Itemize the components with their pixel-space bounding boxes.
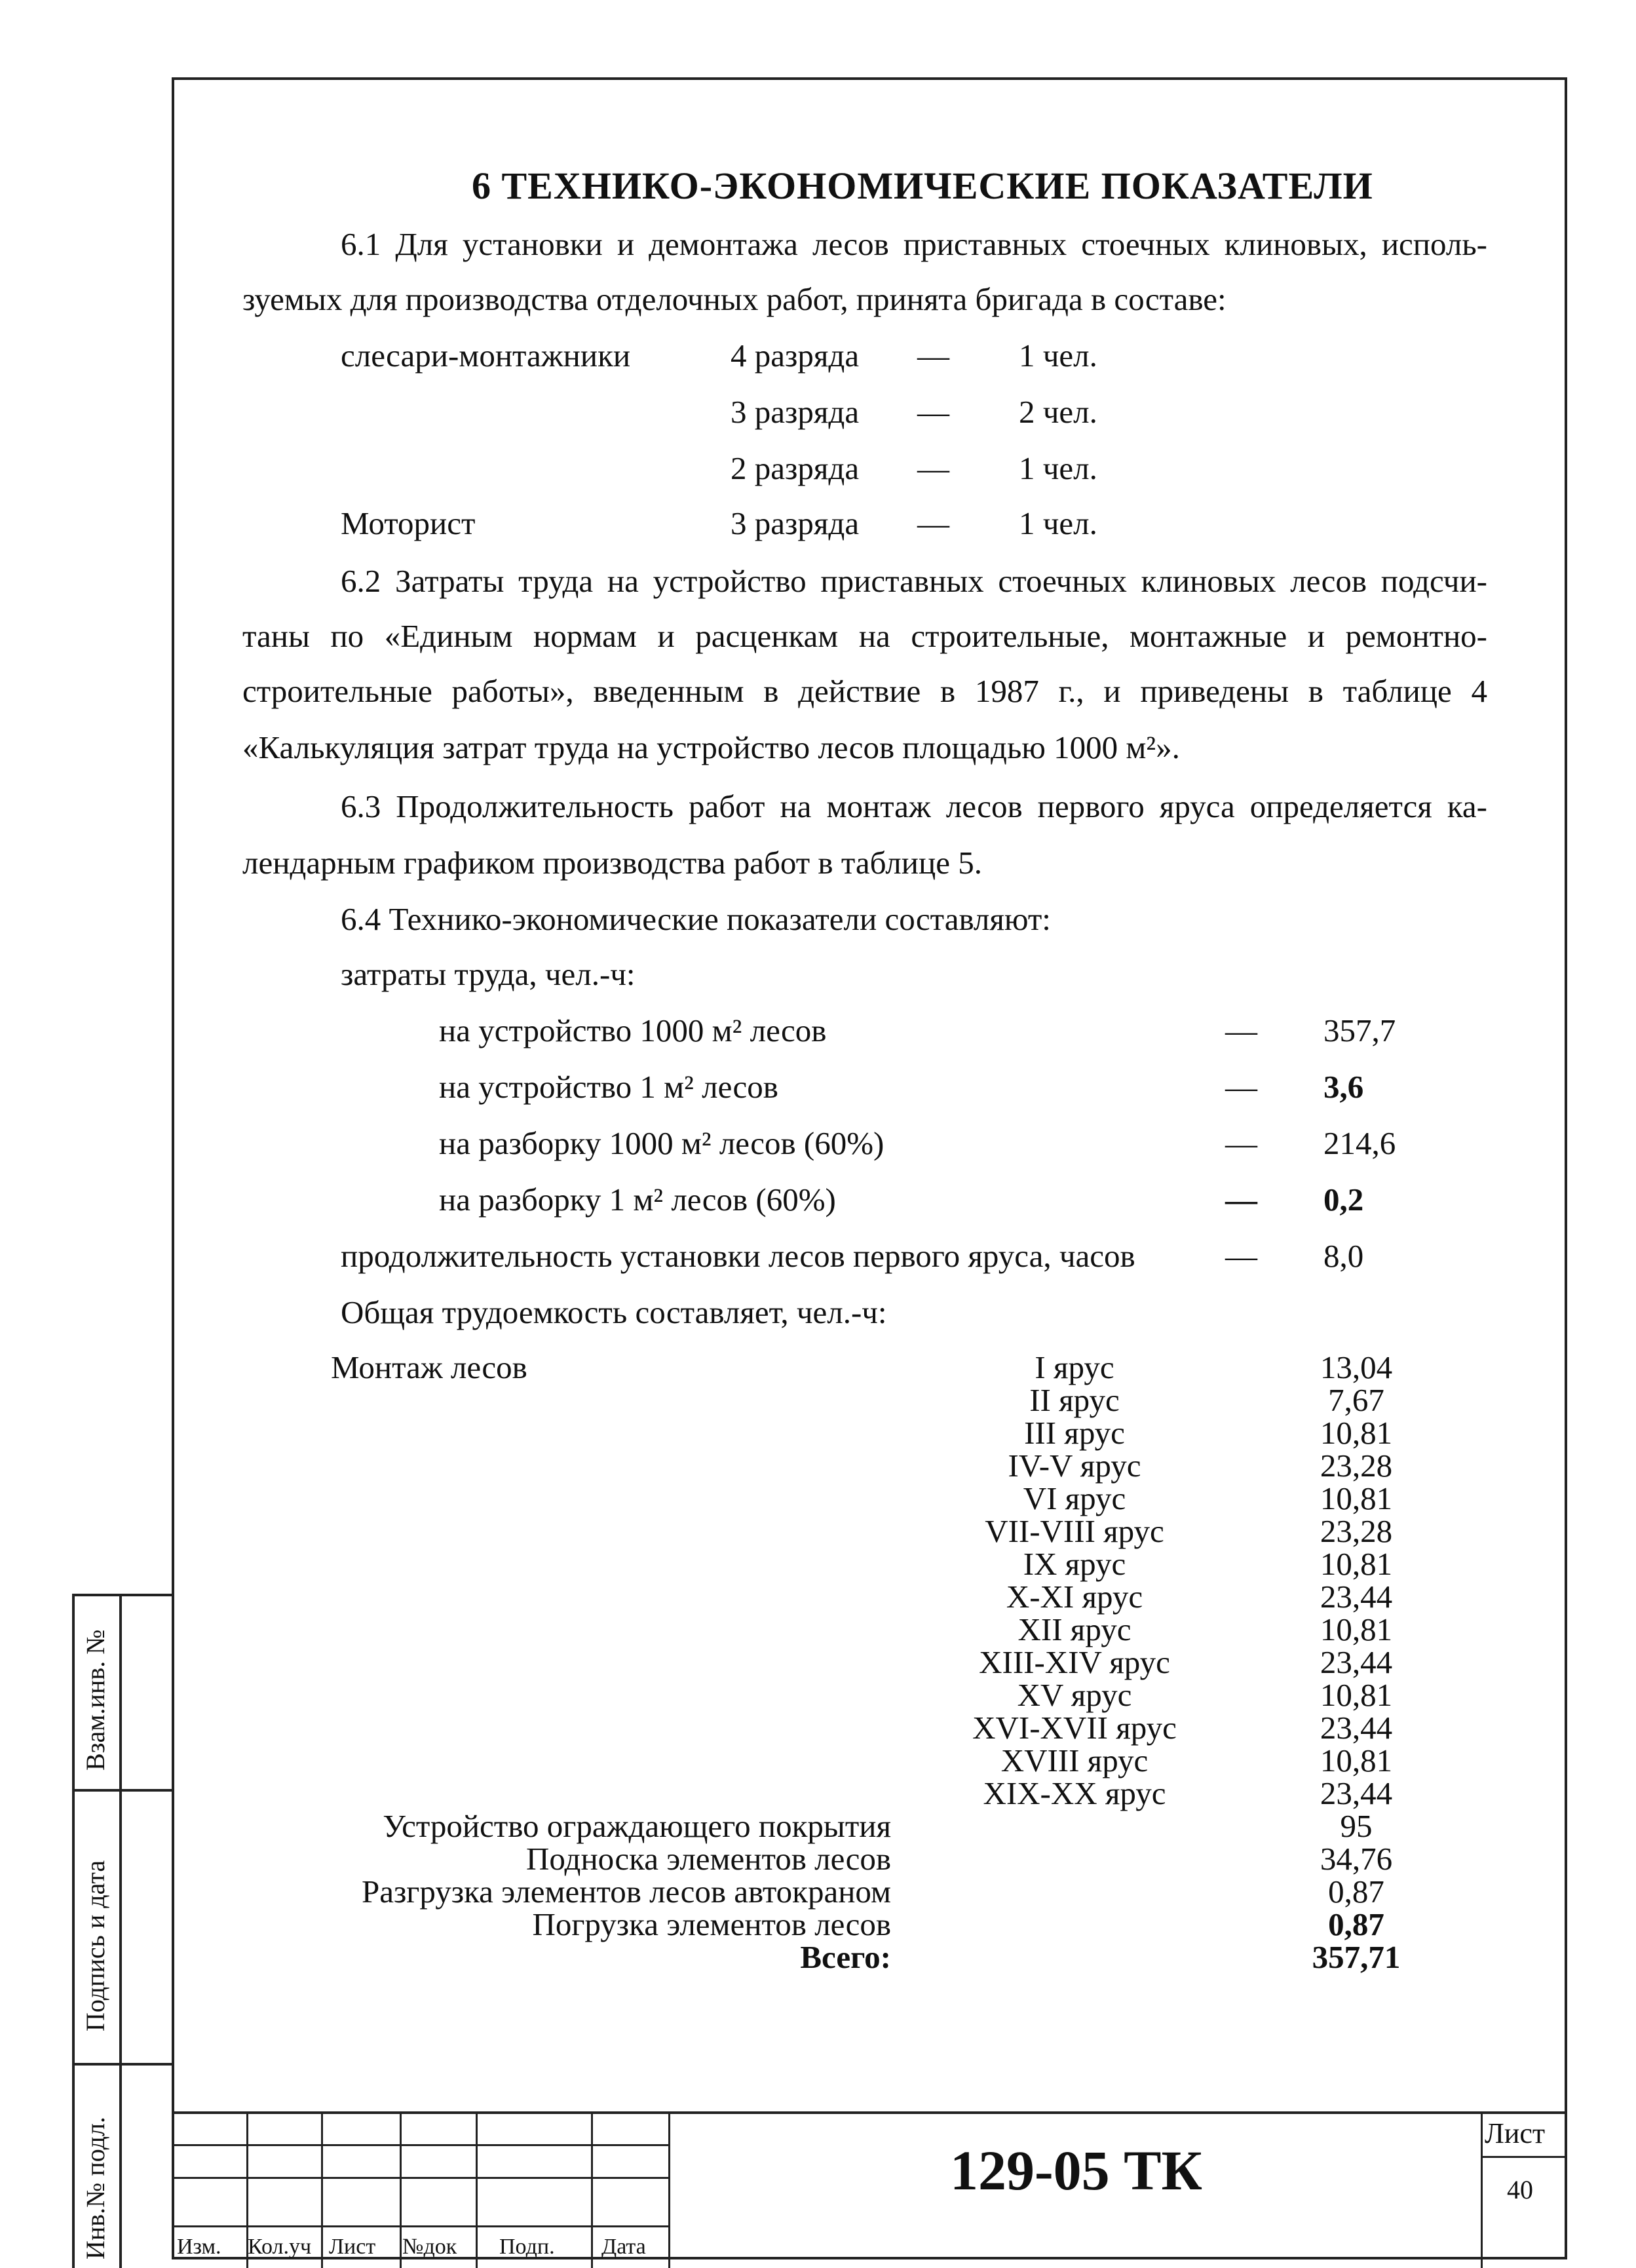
total-label: Всего: [800,1939,891,1975]
tier-label: XV ярус [1017,1677,1132,1713]
tier-label: X-XI ярус [1006,1579,1143,1615]
labor-item-value: 0,2 [1323,1182,1364,1218]
document-code: 129-05 ТК [950,2139,1202,2202]
tier-label: XVI-XVII ярус [972,1710,1177,1746]
paragraph-6-2-line1: 6.2 Затраты труда на устройство приставных стоечных клиновых лесов подсчи- [341,563,1487,599]
tier-label: XIX-XX ярус [983,1775,1166,1811]
tier-value: 23,44 [1320,1644,1393,1680]
brigade-count: 1 чел. [1019,337,1097,374]
montage-label: Монтаж лесов [331,1349,527,1385]
labor-item-dash: — [1225,1182,1257,1218]
duration-value: 8,0 [1323,1238,1364,1274]
extra-value: 34,76 [1320,1841,1393,1877]
paragraph-6-3-line2: лендарным графиком производства работ в таблице 5. [242,845,982,881]
tier-value: 23,44 [1320,1579,1393,1615]
tier-label: IX ярус [1023,1546,1126,1582]
extra-value: 0,87 [1328,1906,1384,1942]
tier-value: 10,81 [1320,1677,1393,1713]
paragraph-6-4: 6.4 Технико-экономические показатели составляют: [341,901,1051,937]
stamp-header: Изм. [177,2235,221,2259]
stamp-header: Лист [329,2235,376,2259]
stamp-header: Подп. [499,2235,555,2259]
labor-item-dash: — [1225,1069,1257,1105]
tier-value: 13,04 [1320,1349,1393,1385]
tier-value: 23,44 [1320,1710,1393,1746]
brigade-dash: — [917,450,949,486]
paragraph-6-2-line4: «Калькуляция затрат труда на устройство лесов площадью 1000 м²». [242,729,1180,765]
brigade-grade: 2 разряда [731,450,860,486]
tier-value: 10,81 [1320,1611,1393,1647]
tier-value: 10,81 [1320,1546,1393,1582]
tier-value: 23,28 [1320,1513,1393,1549]
labor-item-label: на разборку 1 м² лесов (60%) [439,1182,836,1218]
extra-value: 0,87 [1328,1874,1384,1910]
brigade-role: слесари-монтажники [341,337,631,374]
brigade-count: 1 чел. [1019,505,1097,541]
paragraph-6-2-line3: строительные работы», введенным в действие в 1987 г., и приведены в таблице 4 [242,673,1487,709]
labor-item-value: 214,6 [1323,1125,1396,1161]
paragraph-6-3-line1: 6.3 Продолжительность работ на монтаж лесов первого яруса определяется ка- [341,788,1487,824]
tier-value: 10,81 [1320,1480,1393,1516]
tier-label: XVIII ярус [1000,1742,1149,1778]
stamp-header: №док [402,2235,457,2259]
tier-value: 23,44 [1320,1775,1393,1811]
tier-value: 7,67 [1328,1382,1384,1418]
side-stamp-replace-inv: Взам.инв. № [81,1629,110,1771]
labor-item-label: на устройство 1000 м² лесов [439,1012,827,1048]
brigade-dash: — [917,337,949,374]
tier-label: VI ярус [1023,1480,1126,1516]
brigade-grade: 4 разряда [731,337,860,374]
tier-label: III ярус [1024,1415,1125,1451]
brigade-count: 1 чел. [1019,450,1097,486]
side-stamp-signature-date: Подпись и дата [81,1860,110,2031]
stamp-header: Кол.уч [248,2235,312,2259]
brigade-role: Моторист [341,505,476,541]
brigade-dash: — [917,505,949,541]
tier-label: II ярус [1029,1382,1120,1418]
labor-item-label: на разборку 1000 м² лесов (60%) [439,1125,885,1161]
paragraph-6-1-line2: зуемых для производства отделочных работ, принята бригада в составе: [242,281,1227,317]
brigade-dash: — [917,394,949,430]
labor-item-dash: — [1225,1125,1257,1161]
tier-value: 10,81 [1320,1742,1393,1778]
extra-label: Погрузка элементов лесов [532,1906,891,1942]
sheet-label: Лист [1485,2117,1546,2149]
tier-label: XII ярус [1018,1611,1132,1647]
tier-label: I ярус [1035,1349,1114,1385]
sheet-number: 40 [1507,2175,1533,2204]
duration-dash: — [1225,1238,1257,1274]
brigade-grade: 3 разряда [731,394,860,430]
tier-label: XIII-XIV ярус [979,1644,1170,1680]
side-stamp-original-inv: Инв.№ подл. [81,2117,110,2259]
stamp-header: Дата [601,2235,646,2259]
tier-value: 10,81 [1320,1415,1393,1451]
labor-item-value: 357,7 [1323,1012,1396,1048]
total-value: 357,71 [1312,1939,1401,1975]
brigade-grade: 3 разряда [731,505,860,541]
labor-costs-label: затраты труда, чел.-ч: [341,956,636,992]
labor-item-label: на устройство 1 м² лесов [439,1069,778,1105]
extra-value: 95 [1340,1808,1373,1844]
extra-label: Подноска элементов лесов [526,1841,891,1877]
paragraph-6-1-line1: 6.1 Для установки и демонтажа лесов приставных стоечных клиновых, исполь- [341,226,1487,262]
duration-label: продолжительность установки лесов первого яруса, часов [341,1238,1135,1274]
total-labor-label: Общая трудоемкость составляет, чел.-ч: [341,1294,887,1330]
paragraph-6-2-line2: таны по «Единым нормам и расценкам на строительные, монтажные и ремонтно- [242,618,1487,654]
labor-item-dash: — [1225,1012,1257,1048]
extra-label: Устройство ограждающего покрытия [383,1808,891,1844]
tier-value: 23,28 [1320,1448,1393,1484]
brigade-count: 2 чел. [1019,394,1097,430]
extra-label: Разгрузка элементов лесов автокраном [361,1874,891,1910]
tier-label: VII-VIII ярус [985,1513,1164,1549]
labor-item-value: 3,6 [1323,1069,1364,1105]
tier-label: IV-V ярус [1008,1448,1141,1484]
section-title: 6 ТЕХНИКО-ЭКОНОМИЧЕСКИЕ ПОКАЗАТЕЛИ [472,164,1373,207]
